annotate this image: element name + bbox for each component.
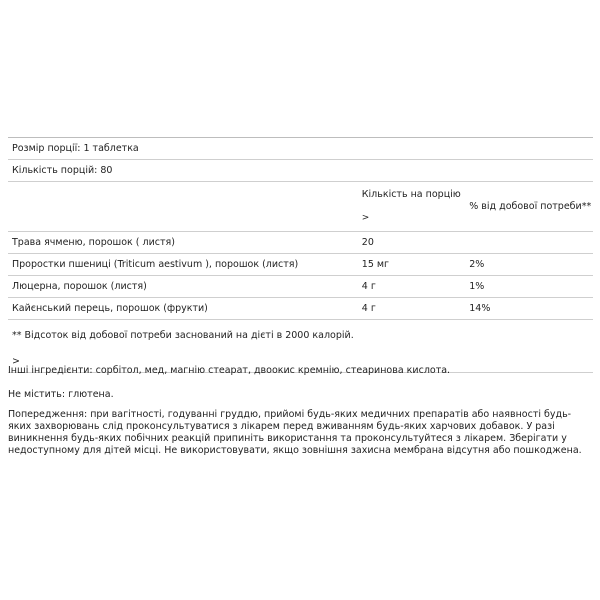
ingredient-dv: 2% (465, 254, 593, 276)
warning-text: Попередження: при вагітності, годуванні груддю, прийомі будь-яких медичних препаратів або наявності будь-яких захворювань слід проконсультуватися з лікарем перед вживанням будь-яких харчових добавок. У разі виникнення будь-яких побічних реакцій припиніть використання та проконсультуйтеся з лікарем. Зберігати у недоступному для дітей місці. Не використовувати, якщо зовнішня захисна мембрана відсутня або пошкоджена. (8, 409, 582, 456)
other-ingredients: Інші інгредієнти: сорбітол, мед, магнію стеарат, двоокис кремнію, стеаринова кислота. (8, 365, 451, 376)
header-blank (8, 182, 358, 232)
expand-arrow-icon[interactable]: > (361, 213, 370, 223)
serving-size-row (8, 138, 593, 160)
servings-per-container-row (8, 160, 593, 182)
ingredient-amount: 4 г (358, 276, 465, 298)
footnote-expand-arrow-icon[interactable]: > (8, 351, 593, 373)
table-row (8, 276, 593, 298)
ingredient-dv: 14% (465, 298, 593, 320)
ingredient-amount: 15 мг (358, 254, 465, 276)
daily-value-footnote: ** Відсоток від добової потреби заснований на дієті в 2000 калорій. (8, 320, 593, 352)
ingredient-amount: 4 г (358, 298, 465, 320)
footnote-row (8, 320, 593, 352)
servings-per-container: Кількість порцій: 80 (8, 160, 593, 182)
table-row (8, 254, 593, 276)
serving-size: Розмір порції: 1 таблетка (8, 138, 593, 160)
supplement-facts-table (8, 137, 593, 373)
header-daily-value: % від добової потреби** (465, 182, 593, 232)
header-amount-label: Кількість на порцію (361, 189, 461, 200)
ingredient-name: Кайєнський перець, порошок (фрукти) (8, 298, 358, 320)
header-amount (358, 182, 465, 232)
gluten-free-note: Не містить: глютена. (8, 389, 114, 400)
table-header-row (8, 182, 593, 232)
ingredient-name: Люцерна, порошок (листя) (8, 276, 358, 298)
ingredient-name: Проростки пшениці (Triticum aestivum ), порошок (листя) (8, 254, 358, 276)
table-row (8, 232, 593, 254)
ingredient-amount: 20 (358, 232, 465, 254)
ingredient-name: Трава ячменю, порошок ( листя) (8, 232, 358, 254)
table-row (8, 298, 593, 320)
ingredient-dv (465, 232, 593, 254)
ingredient-dv: 1% (465, 276, 593, 298)
